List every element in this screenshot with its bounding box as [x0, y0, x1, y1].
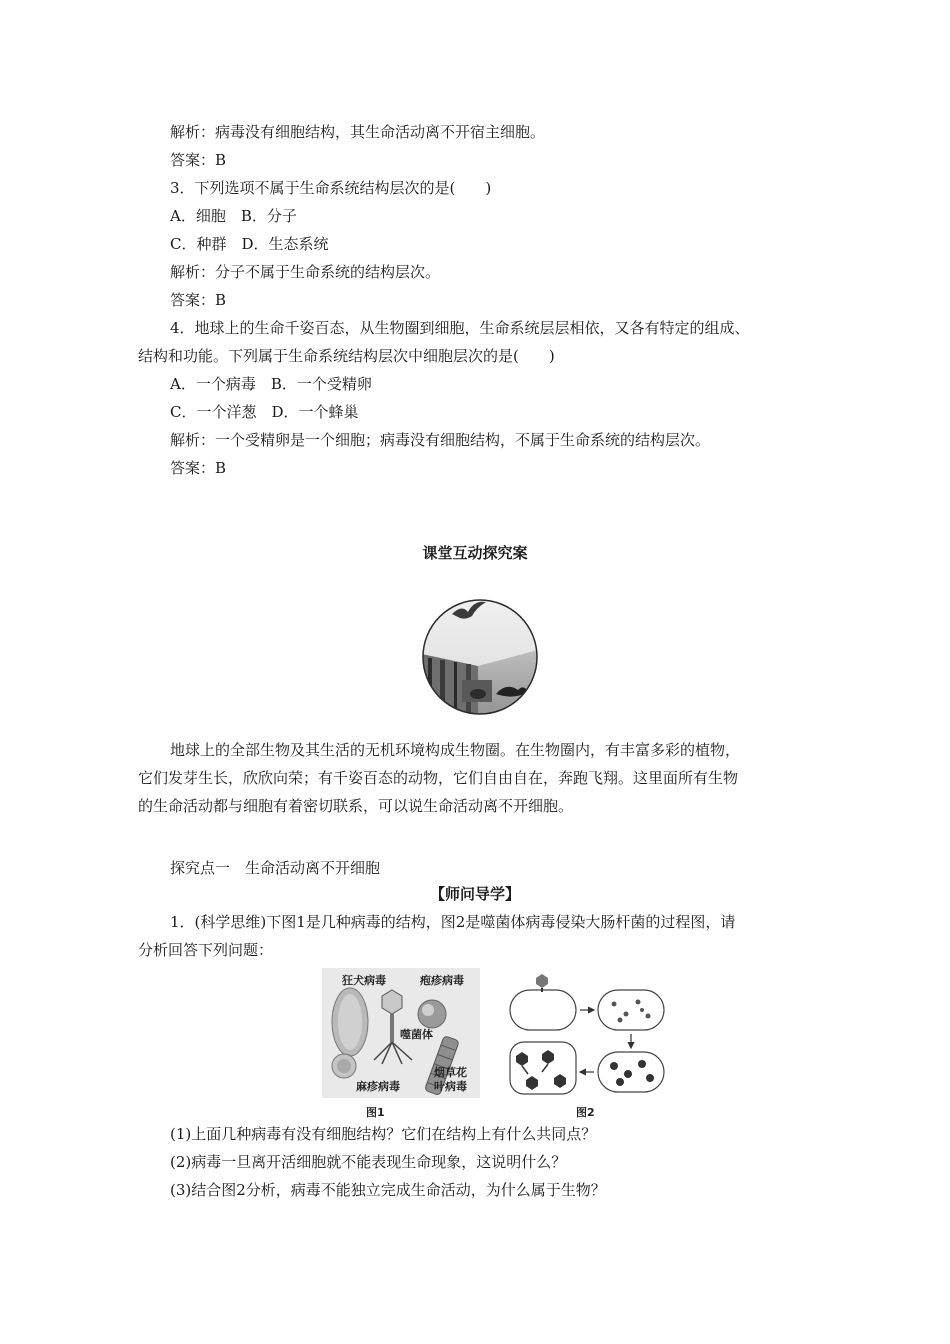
label-tmv-line1: 烟草花 [434, 1066, 467, 1079]
question-4-options-ab: A．一个病毒 B．一个受精卵 [170, 375, 372, 393]
explore-point-title: 探究点一 生命活动离不开细胞 [170, 859, 381, 877]
question-4-cont: 结构和功能。下列属于生命系统结构层次中细胞层次的是( ) [138, 347, 555, 365]
label-rabies-virus: 狂犬病毒 [342, 974, 386, 987]
sub-question-1: (1)上面几种病毒有没有细胞结构？它们在结构上有什么共同点？ [170, 1125, 597, 1143]
guide-title: 【师问导学】 [429, 885, 520, 903]
biosphere-image [422, 574, 538, 732]
answer-line: 答案：B [170, 459, 227, 477]
figure-1-virus-structures [322, 968, 480, 1098]
answer-line: 答案：B [170, 151, 227, 169]
label-herpes-virus: 疱疹病毒 [420, 974, 464, 987]
question-1: 1．(科学思维)下图1是几种病毒的结构，图2是噬菌体病毒侵染大肠杆菌的过程图，请 [170, 913, 736, 931]
analysis-line: 解析：病毒没有细胞结构，其生命活动离不开宿主细胞。 [170, 123, 546, 141]
question-3: 3．下列选项不属于生命系统结构层次的是( ) [170, 179, 492, 197]
answer-line: 答案：B [170, 291, 227, 309]
figure-2-caption: 图2 [576, 1106, 595, 1119]
sub-question-2: (2)病毒一旦离开活细胞就不能表现生命现象，这说明什么？ [170, 1153, 567, 1171]
label-tmv-line2: 叶病毒 [434, 1080, 467, 1093]
figure-1-caption: 图1 [366, 1106, 385, 1119]
sub-question-3: (3)结合图2分析，病毒不能独立完成生命活动，为什么属于生物？ [170, 1181, 606, 1199]
intro-line: 的生命活动都与细胞有着密切联系，可以说生命活动离不开细胞。 [138, 797, 574, 815]
analysis-line: 解析：一个受精卵是一个细胞；病毒没有细胞结构，不属于生命系统的结构层次。 [170, 431, 711, 449]
figure-2-infection-process [502, 966, 670, 1102]
question-1-cont: 分析回答下列问题： [138, 941, 274, 959]
analysis-line: 解析：分子不属于生命系统的结构层次。 [170, 263, 441, 281]
section-title: 课堂互动探究案 [422, 544, 528, 562]
intro-line: 地球上的全部生物及其生活的无机环境构成生物圈。在生物圈内，有丰富多彩的植物， [170, 741, 741, 759]
label-phage: 噬菌体 [400, 1028, 433, 1041]
question-3-options-cd: C．种群 D．生态系统 [170, 235, 329, 253]
question-3-options-ab: A．细胞 B．分子 [170, 207, 297, 225]
question-4: 4．地球上的生命千姿百态，从生物圈到细胞，生命系统层层相依，又各有特定的组成、 [170, 319, 750, 337]
intro-line: 它们发芽生长，欣欣向荣；有千姿百态的动物，它们自由自在，奔跑飞翔。这里面所有生物 [138, 769, 739, 787]
question-4-options-cd: C．一个洋葱 D．一个蜂巢 [170, 403, 359, 421]
label-measles-virus: 麻疹病毒 [356, 1080, 400, 1093]
